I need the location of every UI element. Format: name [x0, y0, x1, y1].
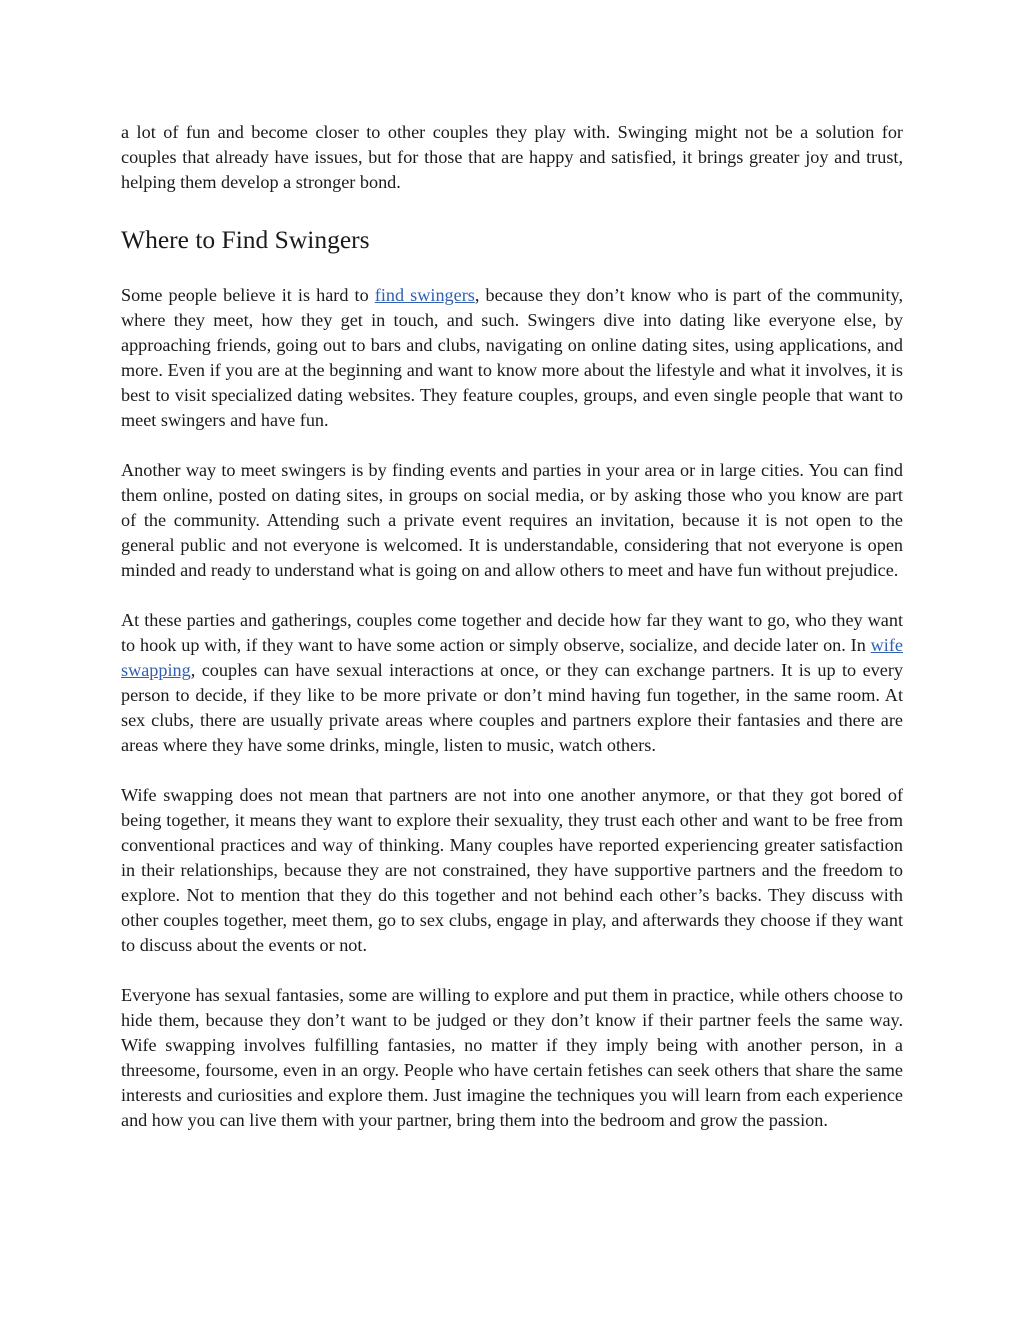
paragraph-sexual-fantasies: Everyone has sexual fantasies, some are willing to explore and put them in practice, while others choose to hide them, because they don’t want to be judged or they don’t know if their partner feels the same way. Wife swapping involves fulfilling fantasies, no matter if they imply being with another person, in a threesome, foursome, even in an orgy. People who have certain fetishes can seek others that share the same interests and curiosities and explore them. Just imagine the techniques you will learn from each experience and how you can live them with your partner, bring them into the bedroom and grow the passion.: [121, 985, 903, 1130]
paragraph-events-parties: Another way to meet swingers is by finding events and parties in your area or in large cities. You can find them online, posted on dating sites, in groups on social media, or by asking those who you know are part of the community. Attending such a private event requires an invitation, because it is not open to the general public and not everyone is welcomed. It is understandable, considering that not everyone is open minded and ready to understand what is going on and allow others to meet and have fun without prejudice.: [121, 460, 903, 580]
document-page: [121, 120, 903, 1158]
intro-paragraph: a lot of fun and become closer to other couples they play with. Swinging might not be a solution for couples that already have issues, but for those that are happy and satisfied, it brings greater joy and trust, helping them develop a stronger bond.: [121, 122, 903, 192]
paragraph-text: , couples can have sexual interactions at once, or they can exchange partners. It is up to every person to decide, if they like to be more private or don’t mind having fun together, in the same room. At sex clubs, there are usually private areas where couples and partners explore their fantasies and there are areas where they have some drinks, mingle, listen to music, watch others.: [121, 660, 903, 755]
paragraph-gatherings: [121, 608, 903, 758]
paragraph-wife-swapping-meaning: Wife swapping does not mean that partners are not into one another anymore, or that they got bored of being together, it means they want to explore their sexuality, they trust each other and want to be free from conventional practices and way of thinking. Many couples have reported experiencing greater satisfaction in their relationships, because they are not constrained, they have supportive partners and the freedom to explore. Not to mention that they do this together and not behind each other’s backs. They discuss with other couples together, meet them, go to sex clubs, engage in play, and afterwards they choose if they want to discuss about the events or not.: [121, 785, 903, 955]
paragraph-text: , because they don’t know who is part of the community, where they meet, how they get in touch, and such. Swingers dive into dating like everyone else, by approaching friends, going out to bars and clubs, navigating on online dating sites, using applications, and more. Even if you are at the beginning and want to know more about the lifestyle and what it involves, it is best to visit specialized dating websites. They feature couples, groups, and even single people that want to meet swingers and have fun.: [121, 285, 903, 430]
paragraph-find-swingers: [121, 283, 903, 433]
find-swingers-link[interactable]: find swingers: [374, 285, 475, 305]
wife-swapping-link[interactable]: wife swapping: [121, 635, 903, 680]
section-heading: Where to Find Swingers: [121, 225, 370, 254]
paragraph-text: Some people believe it is hard to: [121, 285, 375, 305]
paragraph-text: At these parties and gatherings, couples come together and decide how far they want to go, who they want to hook up with, if they want to have some action or simply observe, socialize, and decide later on. In: [121, 610, 903, 655]
